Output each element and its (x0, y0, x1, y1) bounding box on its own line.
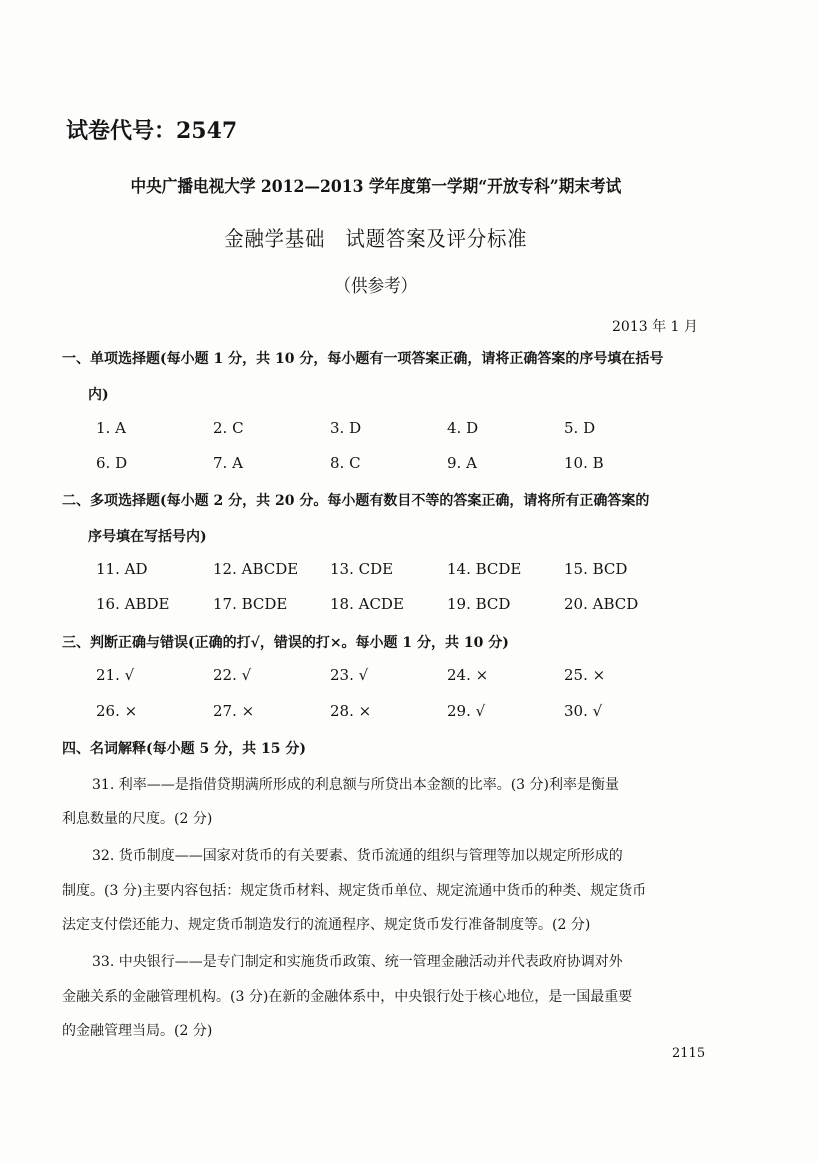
answer-12: 12. ABCDE (213, 560, 299, 578)
q33-line-1: 33. 中央银行——是专门制定和实施货币政策、统一管理金融活动并代表政府协调对外 (92, 954, 623, 970)
q33-line-2: 金融关系的金融管理机构。(3 分)在新的金融体系中，中央银行处于核心地位，是一国最重要 (62, 989, 633, 1005)
answer-21: 21. √ (96, 666, 135, 684)
q32-line-2: 制度。(3 分)主要内容包括：规定货币材料、规定货币单位、规定流通中货币的种类、规定货币 (62, 883, 647, 899)
answer-30: 30. √ (564, 702, 603, 720)
answer-20: 20. ABCD (564, 595, 639, 613)
answer-2: 2. C (213, 419, 244, 437)
answer-15: 15. BCD (564, 560, 628, 578)
q31-line-1: 31. 利率——是指借贷期满所形成的利息额与所贷出本金额的比率。(3 分)利率是衡量 (92, 777, 619, 793)
q32-line-1: 32. 货币制度——国家对货币的有关要素、货币流通的组织与管理等加以规定所形成的 (92, 848, 623, 864)
answer-16: 16. ABDE (96, 595, 170, 613)
answer-9: 9. A (447, 454, 477, 472)
answer-23: 23. √ (330, 666, 369, 684)
section-4-heading: 四、名词解释(每小题 5 分，共 15 分) (62, 741, 306, 757)
answer-22: 22. √ (213, 666, 252, 684)
answer-27: 27. × (213, 702, 255, 720)
section-1-heading: 一、单项选择题(每小题 1 分，共 10 分，每小题有一项答案正确，请将正确答案的序号填在括号 (62, 351, 664, 367)
section-3-heading: 三、判断正确与错误(正确的打√，错误的打×。每小题 1 分，共 10 分) (62, 635, 509, 651)
reference-note: （供参考） (334, 276, 418, 297)
answer-1: 1. A (96, 419, 126, 437)
answer-4: 4. D (447, 419, 479, 437)
answer-26: 26. × (96, 702, 138, 720)
answer-28: 28. × (330, 702, 372, 720)
section-2-heading-cont: 序号填在写括号内) (88, 529, 207, 545)
section-2-heading: 二、多项选择题(每小题 2 分，共 20 分。每小题有数目不等的答案正确，请将所有正确答案的 (62, 493, 650, 509)
answer-8: 8. C (330, 454, 361, 472)
answer-18: 18. ACDE (330, 595, 404, 613)
answer-10: 10. B (564, 454, 604, 472)
q33-line-3: 的金融管理当局。(2 分) (62, 1023, 213, 1039)
answer-24: 24. × (447, 666, 489, 684)
answer-14: 14. BCDE (447, 560, 522, 578)
answer-6: 6. D (96, 454, 128, 472)
answer-29: 29. √ (447, 702, 486, 720)
subject-title: 金融学基础 试题答案及评分标准 (224, 227, 528, 251)
answer-17: 17. BCDE (213, 595, 288, 613)
answer-3: 3. D (330, 419, 362, 437)
answer-13: 13. CDE (330, 560, 394, 578)
exam-date: 2013 年 1 月 (612, 319, 698, 335)
answer-7: 7. A (213, 454, 243, 472)
q31-line-2: 利息数量的尺度。(2 分) (62, 811, 213, 827)
exam-title: 中央广播电视大学 2012—2013 学年度第一学期“开放专科”期末考试 (130, 177, 622, 197)
section-1-heading-cont: 内) (88, 387, 109, 403)
answer-11: 11. AD (96, 560, 148, 578)
page-number: 2115 (672, 1046, 706, 1061)
answer-5: 5. D (564, 419, 596, 437)
paper-code: 试卷代号：2547 (66, 118, 238, 144)
answer-25: 25. × (564, 666, 606, 684)
q32-line-3: 法定支付偿还能力、规定货币制造发行的流通程序、规定货币发行准备制度等。(2 分) (62, 917, 591, 933)
answer-19: 19. BCD (447, 595, 511, 613)
